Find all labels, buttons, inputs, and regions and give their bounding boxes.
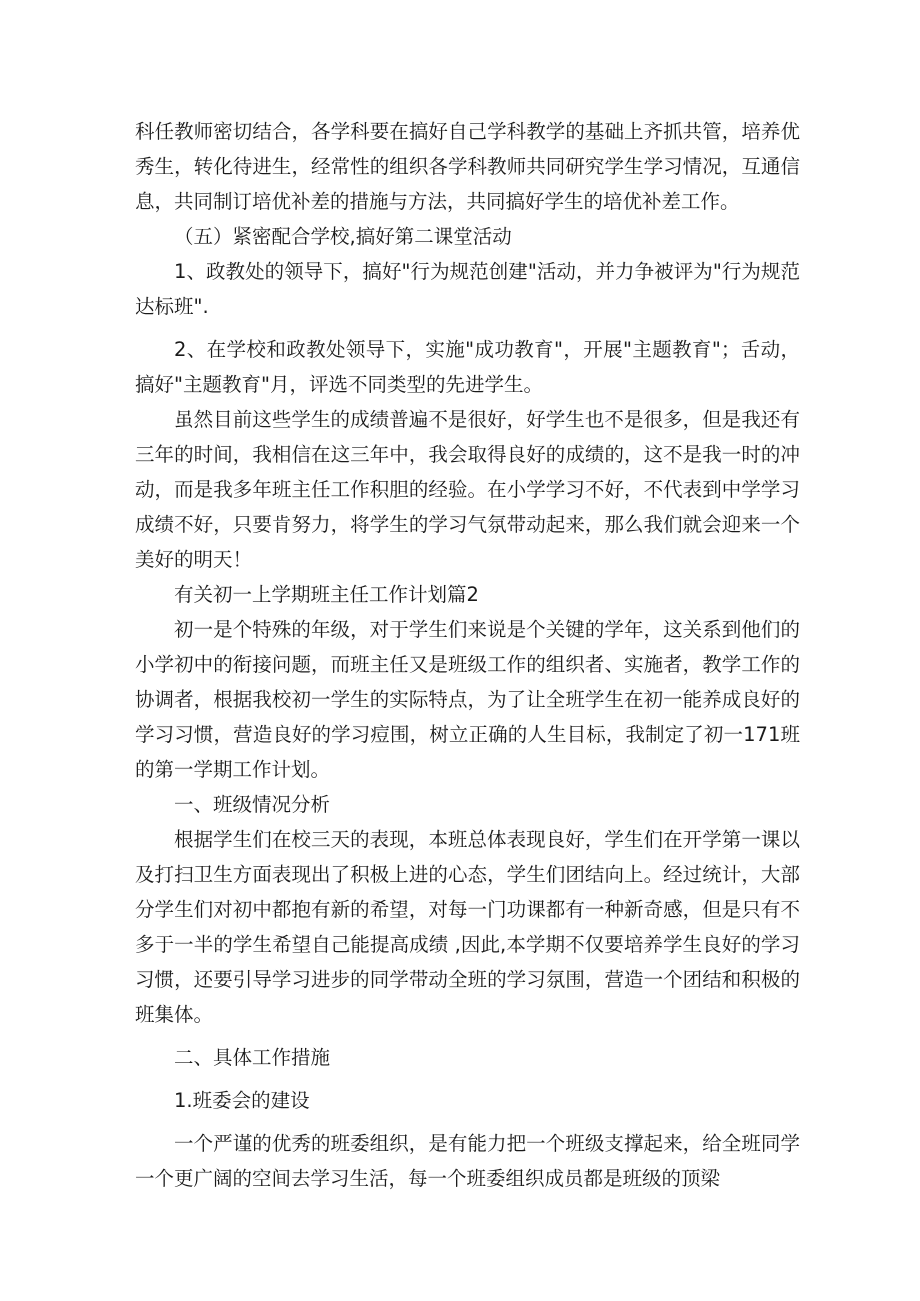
paragraph-item-2: 2、在学校和政教处领导下，实施"成功教育"，开展"主题教育"；舌动，搞好"主题教育"月，评选不同类型的先进学生。: [135, 338, 800, 396]
article-title-part-2: 有关初一上学期班主任工作计划篇2: [174, 583, 479, 606]
paragraph-introduction: 初一是个特殊的年级，对于学生们来说是个关键的学年，这关系到他们的小学初中的衔接问题，而班主任又是班级工作的组织者、实施者，教学工作的协调者，根据我校初一学生的实际特点，为了让全班学生在初一能养成良好的学习习惯，营造良好的学习痘围，树立正确的人生目标，我制定了初一171班的第一学期工作计划。: [135, 618, 800, 781]
section-heading-measures: 二、具体工作措施: [174, 1046, 331, 1069]
section-heading-class-analysis: 一、班级情况分析: [174, 793, 331, 816]
document-body: [135, 114, 800, 1196]
paragraph-class-committee: 一个严谨的优秀的班委组织，是有能力把一个班级支撑起来，给全班同学一个更广阔的空间去学习生活，每一个班委组织成员都是班级的顶梁: [135, 1132, 800, 1190]
section-heading-second-classroom: （五）紧密配合学校,搞好第二课堂活动: [174, 225, 512, 248]
paragraph-class-analysis: 根据学生们在校三天的表现，本班总体表现良好，学生们在开学第一课以及打扫卫生方面表现出了积极上进的心态，学生们团结向上。经过统计，大部分学生们对初中都抱有新的希望，对每一门功课都有一种新奇感，但是只有不多于一半的学生希望自己能提高成绩 ,因此,本学期不仅要培养学生良好的学习习惯，还要引导学习进步的同学带动全班的学习氛围，营造一个团结和积极的班集体。: [135, 828, 800, 1026]
paragraph-item-1: 1、政教处的领导下，搞好"行为规范创建"活动，并力争被评为"行为规范达标班".: [135, 260, 800, 318]
subsection-heading-class-committee: 1.班委会的建设: [174, 1089, 310, 1112]
paragraph-conclusion: 虽然目前这些学生的成绩普遍不是很好，好学生也不是很多，但是我还有三年的时间，我相信在这三年中，我会取得良好的成绩的，这不是我一时的冲动，而是我多年班主任工作积胆的经验。在小学学习不好，不代表到中学学习成绩不好，只要肯努力，将学生的学习气氛带动起来，那么我们就会迎来一个美好的明天！: [135, 408, 800, 571]
paragraph-teacher-cooperation: 科任教师密切结合，各学科要在搞好自己学科教学的基础上齐抓共管，培养优秀生，转化待进生，经常性的组织各学科教师共同研究学生学习情况，互通信息，共同制订培优补差的措施与方法，共同搞好学生的培优补差工作。: [135, 120, 800, 213]
